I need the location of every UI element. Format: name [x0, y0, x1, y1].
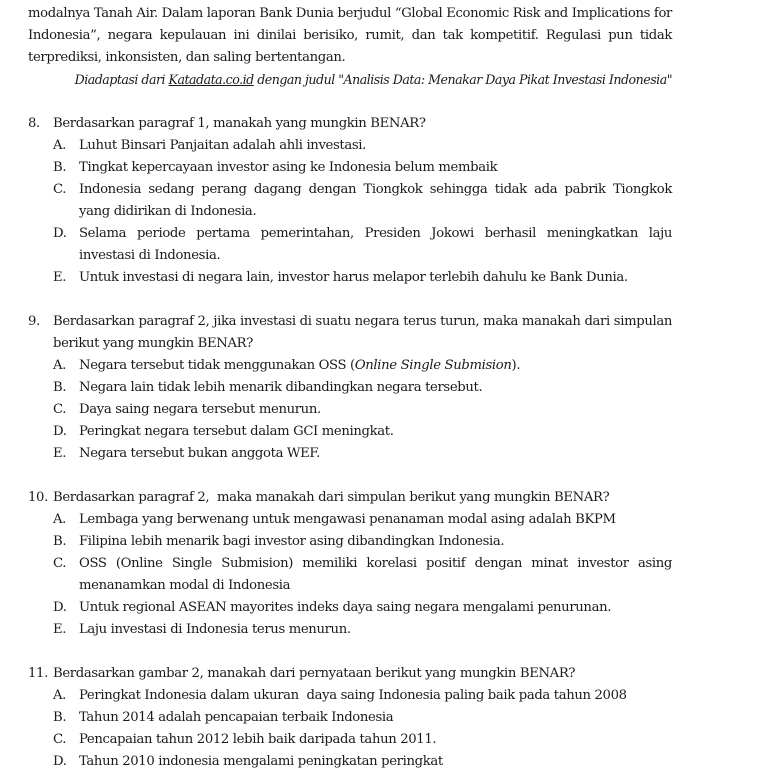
option-b[interactable]: [53, 157, 672, 179]
question-text: Berdasarkan paragraf 2, maka manakah dari simpulan berikut yang mungkin BENAR?: [53, 490, 610, 505]
option-b[interactable]: [53, 707, 672, 729]
option-letter: A.: [53, 688, 67, 703]
question-number: 9.: [28, 314, 40, 329]
option-letter: B.: [53, 534, 67, 549]
option-d[interactable]: [53, 421, 672, 443]
option-text: Laju investasi di Indonesia terus menurun.: [79, 622, 351, 637]
option-text: Filipina lebih menarik bagi investor asing dibandingkan Indonesia.: [79, 534, 505, 549]
option-text: Lembaga yang berwenang untuk mengawasi penanaman modal asing adalah BKPM: [79, 512, 616, 527]
option-letter: B.: [53, 380, 67, 395]
option-text: Negara tersebut bukan anggota WEF.: [79, 446, 320, 461]
option-c[interactable]: [53, 399, 672, 421]
option-letter: D.: [53, 424, 67, 439]
option-text: Selama periode pertama pemerintahan, Presiden Jokowi berhasil meningkatkan laju investasi di Indonesia.: [79, 226, 672, 263]
option-c[interactable]: [53, 179, 672, 223]
source-citation: [28, 69, 672, 91]
source-prefix: Diadaptasi dari: [74, 72, 169, 87]
option-letter: D.: [53, 226, 67, 241]
document-page: [28, 3, 672, 773]
option-c[interactable]: [53, 553, 672, 597]
option-a[interactable]: [53, 355, 672, 377]
option-text: Untuk investasi di negara lain, investor harus melapor terlebih dahulu ke Bank Dunia.: [79, 270, 628, 285]
option-text: Daya saing negara tersebut menurun.: [79, 402, 321, 417]
source-link[interactable]: Katadata.co.id: [168, 72, 254, 87]
option-letter: A.: [53, 138, 67, 153]
option-letter: C.: [53, 402, 67, 417]
option-c[interactable]: [53, 729, 672, 751]
question-9: [28, 311, 672, 465]
option-text-italic: Online Single Submision: [354, 358, 512, 373]
option-e[interactable]: [53, 619, 672, 641]
option-e[interactable]: [53, 267, 672, 289]
option-letter: D.: [53, 600, 67, 615]
option-text-part: Negara tersebut tidak menggunakan OSS (: [79, 358, 355, 373]
option-text-part: ).: [511, 358, 521, 373]
option-b[interactable]: [53, 377, 672, 399]
source-suffix: dengan judul "Analisis Data: Menakar Daya Pikat Investasi Indonesia": [253, 72, 672, 87]
option-text: Untuk regional ASEAN mayorites indeks daya saing negara mengalami penurunan.: [79, 600, 612, 615]
question-text: Berdasarkan paragraf 2, jika investasi di suatu negara terus turun, maka manakah dari simpulan berikut yang mungkin BENAR?: [53, 314, 672, 351]
option-b[interactable]: [53, 531, 672, 553]
option-d[interactable]: [53, 751, 672, 773]
option-text: Peringkat negara tersebut dalam GCI meningkat.: [79, 424, 394, 439]
option-text: [79, 355, 672, 377]
question-number: 11.: [28, 666, 48, 681]
option-text: OSS (Online Single Submision) memiliki korelasi positif dengan minat investor asing menanamkan modal di Indonesia: [79, 556, 672, 593]
option-letter: B.: [53, 160, 67, 175]
question-10: [28, 487, 672, 641]
option-letter: A.: [53, 358, 67, 373]
option-d[interactable]: [53, 223, 672, 267]
option-letter: A.: [53, 512, 67, 527]
question-number: 8.: [28, 116, 40, 131]
option-a[interactable]: [53, 685, 672, 707]
option-text: Pencapaian tahun 2012 lebih baik daripada tahun 2011.: [79, 732, 437, 747]
option-text: Tahun 2010 indonesia mengalami peningkatan peringkat: [79, 754, 443, 769]
option-letter: C.: [53, 732, 67, 747]
question-text: Berdasarkan paragraf 1, manakah yang mungkin BENAR?: [53, 116, 426, 131]
option-a[interactable]: [53, 509, 672, 531]
option-letter: D.: [53, 754, 67, 769]
option-letter: E.: [53, 622, 67, 637]
option-text: Tingkat kepercayaan investor asing ke Indonesia belum membaik: [79, 160, 498, 175]
question-text: Berdasarkan gambar 2, manakah dari pernyataan berikut yang mungkin BENAR?: [53, 666, 576, 681]
option-letter: C.: [53, 556, 67, 571]
option-a[interactable]: [53, 135, 672, 157]
option-text: Luhut Binsari Panjaitan adalah ahli investasi.: [79, 138, 367, 153]
option-letter: E.: [53, 446, 67, 461]
option-text: Peringkat Indonesia dalam ukuran daya saing Indonesia paling baik pada tahun 2008: [79, 688, 627, 703]
question-11: [28, 663, 672, 773]
question-8: [28, 113, 672, 289]
option-letter: C.: [53, 182, 67, 197]
option-e[interactable]: [53, 443, 672, 465]
passage-text: modalnya Tanah Air. Dalam laporan Bank Dunia berjudul “Global Economic Risk and Implications for Indonesia”, negara kepulauan ini dinilai berisiko, rumit, dan tak kompetitif. Regulasi pun tidak terprediksi, inkonsisten, dan saling bertentangan.: [28, 6, 672, 65]
option-text: Negara lain tidak lebih menarik dibandingkan negara tersebut.: [79, 380, 483, 395]
option-letter: B.: [53, 710, 67, 725]
question-number: 10.: [28, 490, 48, 505]
option-d[interactable]: [53, 597, 672, 619]
option-text: Indonesia sedang perang dagang dengan Tiongkok sehingga tidak ada pabrik Tiongkok yang didirikan di Indonesia.: [79, 182, 672, 219]
option-text: Tahun 2014 adalah pencapaian terbaik Indonesia: [79, 710, 394, 725]
option-letter: E.: [53, 270, 67, 285]
